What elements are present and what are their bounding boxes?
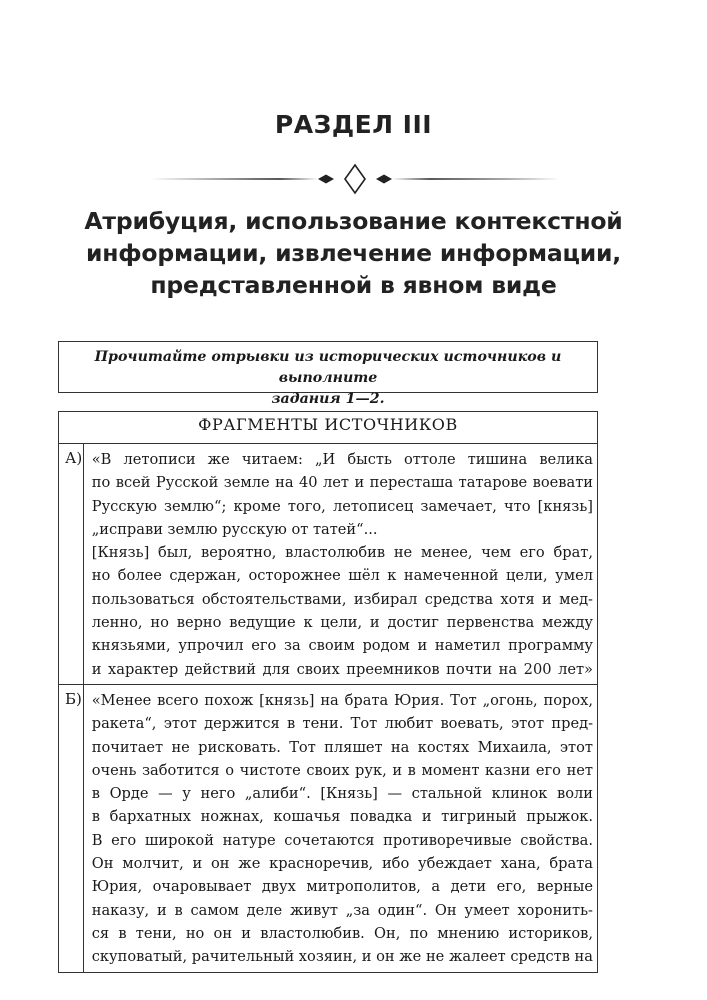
- text-line: очень заботится о чистоте своих рук, и в момент казни его нет: [91, 761, 593, 779]
- text-line: в бархатных ножнах, кошачья повадка и тигриный прыжок.: [91, 808, 593, 826]
- text-line: Русскую землю“; кроме того, летописец замечает, что [князь]: [91, 497, 593, 515]
- source-letter: А): [59, 444, 84, 685]
- divider-ornament: [150, 161, 560, 197]
- ornament-line-right: [392, 178, 560, 180]
- text-line: почитает не рисковать. Тот пляшет на костях Михаила, этот: [91, 738, 593, 756]
- ornament-diamond-small-right: [376, 175, 392, 184]
- text-line: скуповатый, рачительный хозяин, и он же не жалеет средств на: [91, 948, 593, 966]
- text-line: наказу, и в самом деле живут „за один“. Он умеет хоронить-: [91, 901, 593, 919]
- source-letter: Б): [59, 684, 84, 972]
- source-text: [83, 444, 597, 685]
- headline: [40, 205, 667, 301]
- text-line: ся в тени, но он и властолюбив. Он, по мнению историков,: [91, 924, 593, 942]
- source-row-a: [59, 444, 598, 685]
- instruction-line: Прочитайте отрывки из исторических источников и выполните: [94, 349, 562, 386]
- ornament-line-left: [150, 178, 318, 180]
- text-line: В его широкой натуре сочетаются противоречивые свойства.: [91, 831, 593, 849]
- ornament-diamond-center: [345, 165, 365, 193]
- text-line: [Князь] был, вероятно, властолюбив не менее, чем его брат,: [91, 544, 593, 562]
- text-line: князьями, упрочил его за своим родом и наметил программу: [91, 637, 593, 655]
- text-line: Юрия, очаровывает двух митрополитов, а дети его, верные: [91, 878, 593, 896]
- sources-header-row: [59, 412, 598, 444]
- text-line: и характер действий для своих преемников почти на 200 лет»: [91, 660, 593, 678]
- text-line: „исправи землю русскую от татей“...: [91, 520, 378, 538]
- headline-line: представленной в явном виде: [150, 271, 557, 299]
- instruction-box: [58, 341, 598, 407]
- source-text: [83, 684, 597, 972]
- text-line: ракета“, этот держится в тени. Тот любит воевать, этот пред-: [91, 715, 593, 733]
- source-row-b: [59, 684, 598, 972]
- text-line: Он молчит, и он же красноречив, ибо убеждает хана, брата: [91, 855, 593, 873]
- text-line: по всей Русской земле на 40 лет и пересташа татарове воевати: [91, 474, 593, 492]
- text-line: пользоваться обстоятельствами, избирал средства хотя и мед-: [91, 590, 593, 608]
- text-line: в Орде — у него „алиби“. [Князь] — стальной клинок воли: [91, 785, 593, 803]
- headline-line: информации, извлечение информации,: [85, 239, 622, 267]
- text-line: «В летописи же читаем: „И бысть оттоле тишина велика: [91, 451, 593, 468]
- instruction-line: задания 1—2.: [271, 391, 385, 407]
- sources-table: [58, 411, 598, 973]
- text-line: ленно, но верно ведущие к цели, и достиг первенства между: [91, 614, 593, 632]
- text-line: но более сдержан, осторожнее шёл к намеченной цели, умел: [91, 567, 593, 585]
- headline-line: Атрибуция, использование контекстной: [84, 207, 623, 235]
- sources-header: ФРАГМЕНТЫ ИСТОЧНИКОВ: [59, 412, 598, 444]
- section-title: РАЗДЕЛ III: [274, 110, 433, 139]
- ornament-diamond-small-left: [318, 175, 334, 184]
- text-line: «Менее всего похож [князь] на брата Юрия. Тот „огонь, порох,: [91, 691, 593, 709]
